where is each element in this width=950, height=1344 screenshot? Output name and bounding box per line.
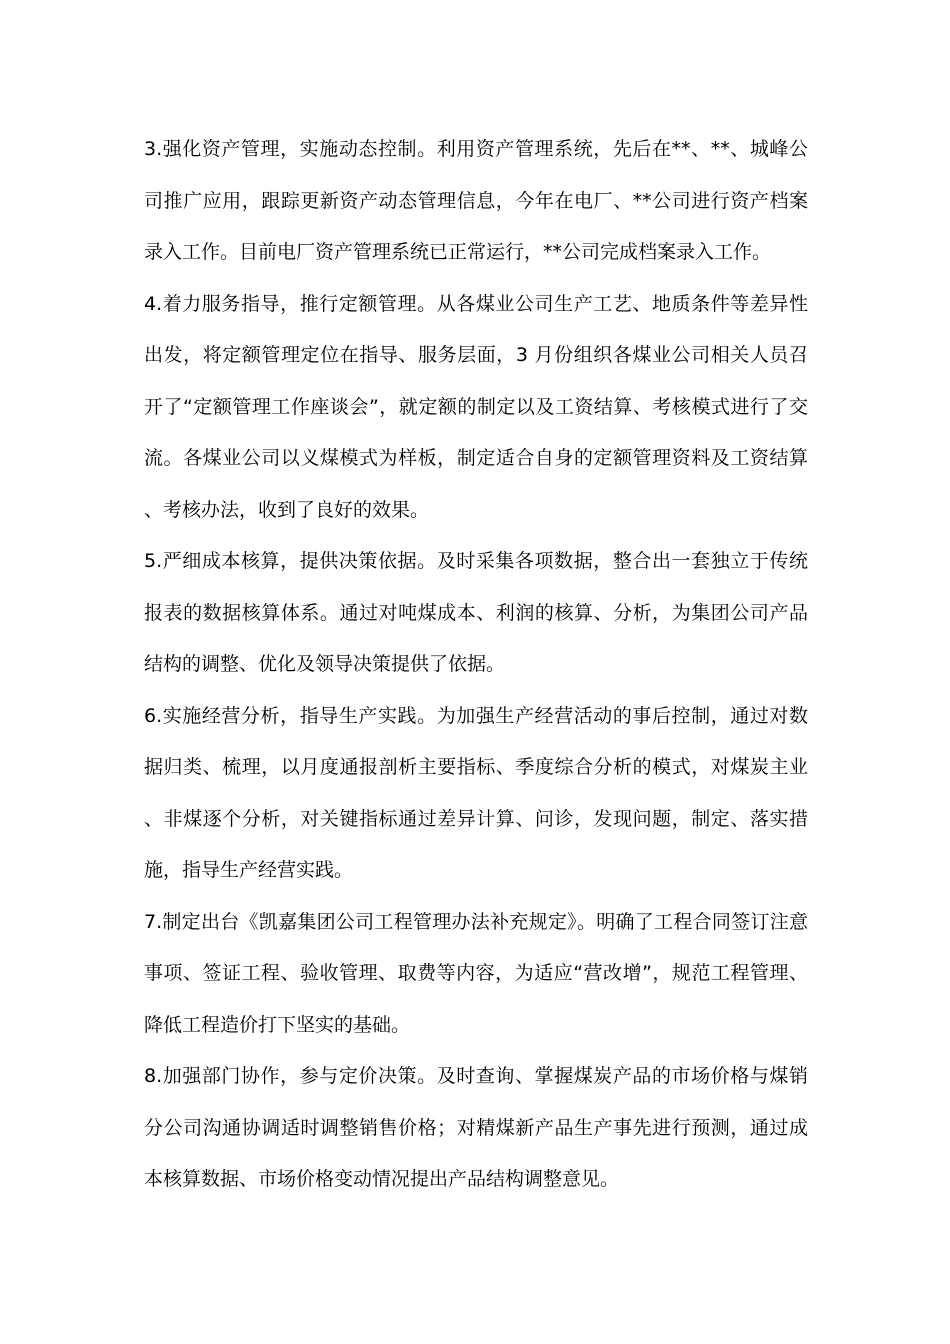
paragraph-quota-management: 4.着力服务指导，推行定额管理。从各煤业公司生产工艺、地质条件等差异性出发，将定额管理定位在指导、服务层面，3 月份组织各煤业公司相关人员召开了“定额管理工作座谈会”，就定额的制定以及工资结算、考核模式进行了交流。各煤业公司以义煤模式为样板，制定适合自身的定额管理资料及工资结算、考核办法，收到了良好的效果。 bbox=[144, 292, 808, 521]
paragraph-business-analysis: 6.实施经营分析，指导生产实践。为加强生产经营活动的事后控制，通过对数据归类、梳理，以月度通报剖析主要指标、季度综合分析的模式，对煤炭主业、非煤逐个分析，对关键指标通过差异计算、问诊，发现问题，制定、落实措施，指导生产经营实践。 bbox=[144, 704, 808, 881]
paragraph-asset-management: 3.强化资产管理，实施动态控制。利用资产管理系统，先后在**、**、城峰公司推广应用，跟踪更新资产动态管理信息，今年在电厂、**公司进行资产档案录入工作。目前电厂资产管理系统已正常运行，**公司完成档案录入工作。 bbox=[144, 138, 808, 263]
document-body bbox=[144, 124, 808, 1206]
paragraph-cost-accounting: 5.严细成本核算，提供决策依据。及时采集各项数据，整合出一套独立于传统报表的数据核算体系。通过对吨煤成本、利润的核算、分析，为集团公司产品结构的调整、优化及领导决策提供了依据。 bbox=[144, 550, 808, 675]
paragraph-pricing-decision: 8.加强部门协作，参与定价决策。及时查询、掌握煤炭产品的市场价格与煤销分公司沟通协调适时调整销售价格；对精煤新产品生产事先进行预测，通过成本核算数据、市场价格变动情况提出产品结构调整意见。 bbox=[144, 1065, 808, 1190]
paragraph-engineering-regulation: 7.制定出台《凯嘉集团公司工程管理办法补充规定》。明确了工程合同签订注意事项、签证工程、验收管理、取费等内容，为适应“营改增”，规范工程管理、降低工程造价打下坚实的基础。 bbox=[144, 910, 808, 1036]
